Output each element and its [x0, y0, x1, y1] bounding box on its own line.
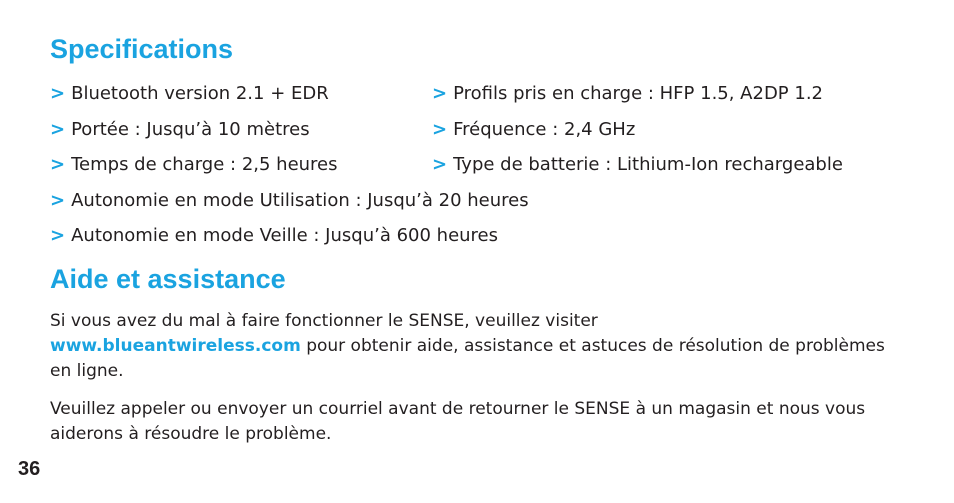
- specifications-heading: Specifications: [50, 34, 234, 64]
- bullet-arrow-icon: >: [50, 154, 66, 175]
- spec-item-standby-time: [50, 224, 498, 248]
- support-heading: Aide et assistance: [50, 264, 286, 294]
- spec-item-bluetooth: [50, 82, 329, 106]
- bullet-arrow-icon: >: [50, 83, 66, 104]
- bullet-arrow-icon: >: [50, 190, 66, 211]
- bullet-arrow-icon: >: [432, 154, 448, 175]
- bullet-arrow-icon: >: [50, 119, 66, 140]
- spec-text: Profils pris en charge : HFP 1.5, A2DP 1.2: [453, 83, 824, 104]
- spec-text: Portée : Jusqu’à 10 mètres: [71, 119, 310, 140]
- support-text-after-link: pour obtenir aide, assistance et astuces de résolution de problèmes en ligne.: [50, 336, 885, 381]
- spec-text: Autonomie en mode Veille : Jusqu’à 600 heures: [71, 225, 499, 246]
- contact-paragraph: Veuillez appeler ou envoyer un courriel avant de retourner le SENSE à un magasin et nous vous aiderons à résoudre le problème.: [50, 399, 866, 444]
- bullet-arrow-icon: >: [432, 83, 448, 104]
- spec-item-profiles: [432, 82, 823, 106]
- support-text-before-link: Si vous avez du mal à faire fonctionner le SENSE, veuillez visiter: [50, 311, 598, 331]
- spec-text: Type de batterie : Lithium-Ion rechargeable: [453, 154, 843, 175]
- spec-item-charge-time: [50, 153, 338, 177]
- spec-item-talk-time: [50, 189, 529, 213]
- page-number: 36: [18, 458, 41, 480]
- spec-text: Autonomie en mode Utilisation : Jusqu’à 20 heures: [71, 190, 529, 211]
- spec-text: Bluetooth version 2.1 + EDR: [71, 83, 329, 104]
- spec-item-battery-type: [432, 153, 843, 177]
- spec-item-range: [50, 118, 310, 142]
- bullet-arrow-icon: >: [50, 225, 66, 246]
- spec-text: Temps de charge : 2,5 heures: [71, 154, 338, 175]
- website-link[interactable]: www.blueantwireless.com: [50, 336, 301, 356]
- support-paragraph: [50, 309, 910, 384]
- spec-item-frequency: [432, 118, 635, 142]
- bullet-arrow-icon: >: [432, 119, 448, 140]
- spec-text: Fréquence : 2,4 GHz: [453, 119, 636, 140]
